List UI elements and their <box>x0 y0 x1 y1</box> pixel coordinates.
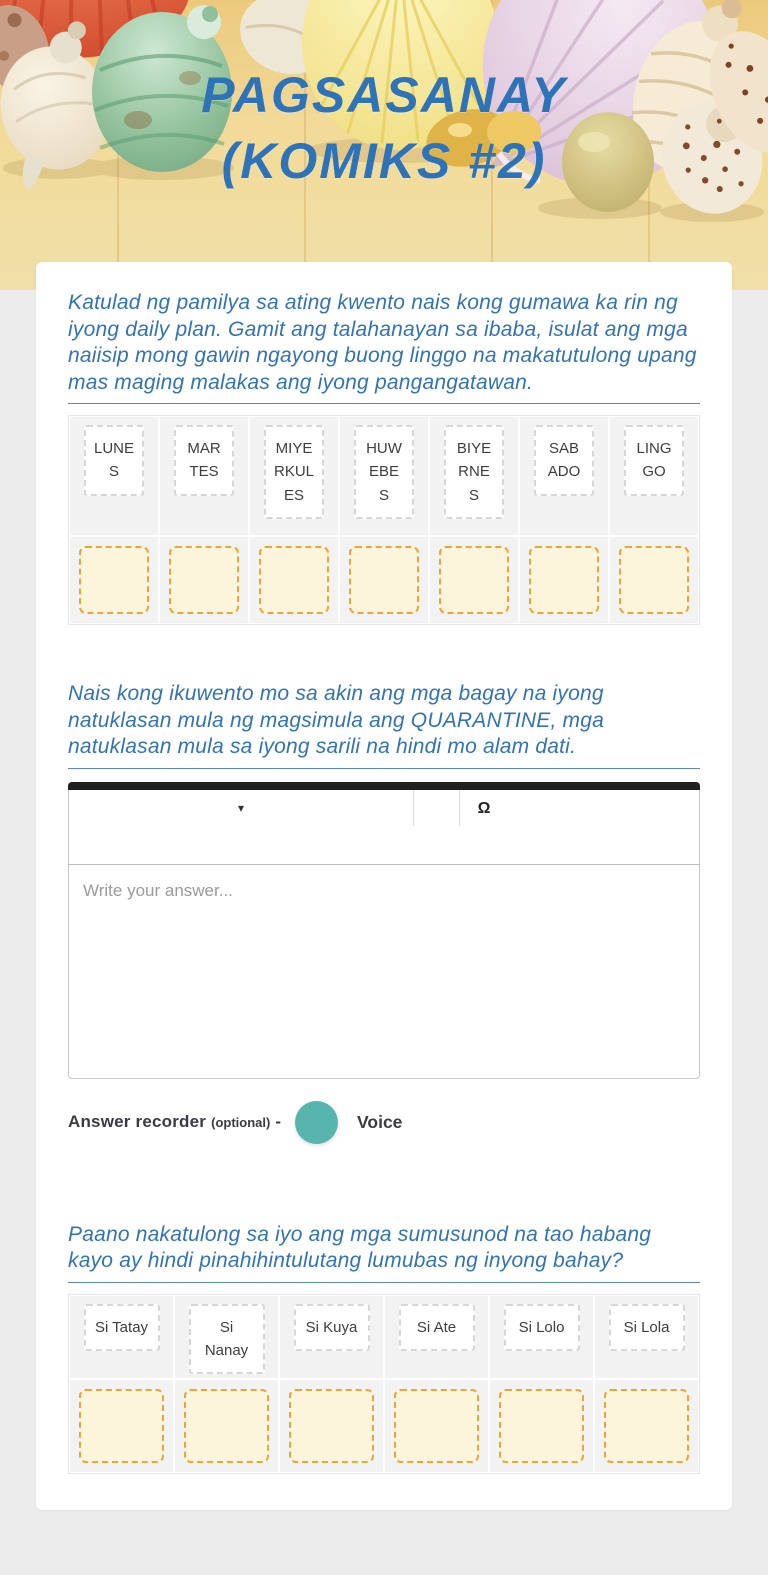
table-answer-cell <box>610 537 698 623</box>
table-column <box>70 1296 173 1472</box>
table-answer-cell <box>175 1380 278 1472</box>
answer-editor <box>68 782 700 1079</box>
divider <box>68 768 700 769</box>
table-answer-cell <box>490 1380 593 1472</box>
table-header-cell <box>70 417 158 535</box>
day-label: HUWEBES <box>354 425 414 519</box>
answer-drop-box[interactable] <box>604 1389 689 1463</box>
table-header-cell <box>520 417 608 535</box>
table-column <box>160 417 248 623</box>
table-answer-cell <box>340 537 428 623</box>
table-answer-cell <box>70 1380 173 1472</box>
worksheet-header <box>0 0 768 290</box>
answer-drop-box[interactable] <box>79 1389 164 1463</box>
person-label: Si Nanay <box>189 1304 265 1375</box>
table-answer-cell <box>250 537 338 623</box>
family-helpers-table <box>68 1294 700 1474</box>
page-title-line1: PAGSASANAY <box>201 67 567 123</box>
table-answer-cell <box>160 537 248 623</box>
person-label: Si Lola <box>609 1304 685 1351</box>
table-column <box>250 417 338 623</box>
page-title-line2: (KOMIKS #2) <box>221 133 547 189</box>
table-header-cell <box>385 1296 488 1378</box>
table-header-cell <box>250 417 338 535</box>
table-header-cell <box>430 417 518 535</box>
table-column <box>340 417 428 623</box>
table-header-cell <box>175 1296 278 1378</box>
table-column <box>520 417 608 623</box>
table-column <box>175 1296 278 1472</box>
day-label: SABADO <box>534 425 594 496</box>
answer-drop-box[interactable] <box>529 546 599 614</box>
answer-drop-box[interactable] <box>184 1389 269 1463</box>
answer-drop-box[interactable] <box>439 546 509 614</box>
table-column <box>490 1296 593 1472</box>
day-label: LUNES <box>84 425 144 496</box>
person-label: Si Ate <box>399 1304 475 1351</box>
day-label: LINGGO <box>624 425 684 496</box>
table-column <box>430 417 518 623</box>
voice-record-button[interactable] <box>295 1101 338 1144</box>
person-label: Si Lolo <box>504 1304 580 1351</box>
editor-toolbar <box>68 790 700 865</box>
table-header-cell <box>610 417 698 535</box>
table-header-cell <box>70 1296 173 1378</box>
question2-section <box>68 681 700 1144</box>
table-header-cell <box>280 1296 383 1378</box>
table-header-cell <box>160 417 248 535</box>
table-answer-cell <box>70 537 158 623</box>
question3-prompt: Paano nakatulong sa iyo ang mga sumusunod na tao habang kayo ay hindi pinahihintulutang lumubas ng inyong bahay? <box>68 1222 652 1272</box>
paragraph-style-dropdown[interactable] <box>69 790 413 826</box>
table-header-cell <box>340 417 428 535</box>
answer-recorder-label: Answer recorder <box>68 1112 207 1131</box>
answer-drop-box[interactable] <box>259 546 329 614</box>
table-header-cell <box>595 1296 698 1378</box>
toolbar-separator <box>413 790 414 826</box>
table-column <box>595 1296 698 1472</box>
question2-prompt: Nais kong ikuwento mo sa akin ang mga bagay na iyong natuklasan mula ng magsimula ang QUARANTINE, mga natuklasan mula sa iyong sarili na hindi mo alam dati. <box>68 682 604 758</box>
table-answer-cell <box>385 1380 488 1472</box>
question1-prompt: Katulad ng pamilya sa ating kwento nais kong gumawa ka rin ng iyong daily plan. Gamit ang talahanayan sa ibaba, isulat ang mga naiisip mong gawin ngayong buong linggo na makatutulong upang mas maging malakas ang iyong pangangatawan. <box>68 291 697 394</box>
day-label: MARTES <box>174 425 234 496</box>
person-label: Si Kuya <box>294 1304 370 1351</box>
divider <box>68 403 700 404</box>
editor-topbar <box>68 782 700 790</box>
page-title <box>0 62 768 194</box>
answer-drop-box[interactable] <box>289 1389 374 1463</box>
day-label: MIYERKULES <box>264 425 324 519</box>
day-label: BIYERNES <box>444 425 504 519</box>
person-label: Si Tatay <box>84 1304 160 1351</box>
table-answer-cell <box>595 1380 698 1472</box>
special-character-button[interactable]: Ω <box>467 794 501 824</box>
question3-section <box>68 1222 700 1474</box>
answer-recorder-row <box>68 1101 700 1144</box>
table-header-cell <box>490 1296 593 1378</box>
answer-drop-box[interactable] <box>349 546 419 614</box>
table-column <box>385 1296 488 1472</box>
answer-drop-box[interactable] <box>619 546 689 614</box>
table-column <box>610 417 698 623</box>
answer-textarea[interactable] <box>68 865 700 1079</box>
question1-section <box>68 290 700 625</box>
dash-separator: - <box>275 1112 282 1131</box>
voice-label: Voice <box>357 1111 403 1132</box>
answer-drop-box[interactable] <box>499 1389 584 1463</box>
table-column <box>70 417 158 623</box>
table-column <box>280 1296 383 1472</box>
toolbar-separator <box>459 790 460 826</box>
weekly-plan-table <box>68 415 700 625</box>
table-answer-cell <box>430 537 518 623</box>
chevron-down-icon: ▾ <box>237 800 245 815</box>
table-answer-cell <box>520 537 608 623</box>
optional-note: (optional) <box>211 1114 271 1130</box>
answer-drop-box[interactable] <box>79 546 149 614</box>
answer-drop-box[interactable] <box>394 1389 479 1463</box>
worksheet-card <box>36 262 732 1510</box>
answer-drop-box[interactable] <box>169 546 239 614</box>
divider <box>68 1282 700 1283</box>
table-answer-cell <box>280 1380 383 1472</box>
